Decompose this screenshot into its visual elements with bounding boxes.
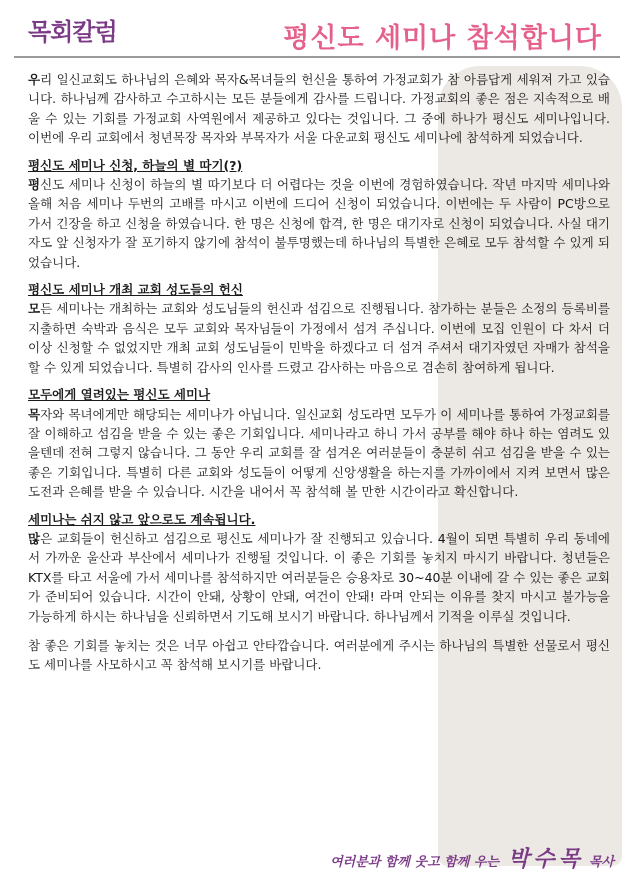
section-1 <box>28 156 610 272</box>
section-text: 은 교회들이 헌신하고 섬김으로 평신도 세미나가 잘 진행되고 있습니다. 4월이 되면 특별히 우리 동네에서 가까운 울산과 부산에서 세미나가 진행될 것입니다. 이 좋은 기회를 놓치지 마시기 바랍니다. 청년들은 KTX를 타고 서울에 가서 세미나를 참석하지만 여러분들은 승용차로 30~40분 이내에 갈 수 있는 좋은 교회가 준비되어 있습니다. 시간이 안돼, 상황이 안돼, 여건이 안돼! 라며 안되는 이유를 찾지 마시고 불가능을 가능하게 하시는 하나님을 신뢰하면서 기도해 보시기 바랍니다. 하나님께서 기적을 이루실 것입니다. <box>28 530 610 624</box>
closing-paragraph: 참 좋은 기회를 놓치는 것은 너무 아쉽고 안타깝습니다. 여러분에게 주시는 하나님의 특별한 선물로서 평신도 세미나를 사모하시고 꼭 참석해 보시기를 바랍니다. <box>28 637 610 673</box>
signature <box>330 842 614 873</box>
page-title: 평신도 세미나 참석합니다 <box>283 23 602 54</box>
signature-name: 박수목 <box>508 847 584 872</box>
section-paragraph <box>28 529 610 626</box>
header-divider <box>14 56 620 58</box>
section-paragraph <box>28 405 610 502</box>
section-heading: 세미나는 쉬지 않고 앞으로도 계속됩니다. <box>28 511 256 527</box>
section-first-char: 평 <box>28 177 41 193</box>
article-body <box>28 70 610 675</box>
intro-section <box>28 70 610 148</box>
section-text: 자와 목녀에게만 해당되는 세미나가 아닙니다. 일신교회 성도라면 모두가 이 세미나를 통하여 가정교회를 잘 이해하고 섬김을 받을 수 있는 좋은 기회입니다. 세미나라고 하니 가서 공부를 해야 하나 하는 염려도 있을텐데 전혀 그렇지 않습니다. 그 동안 우리 교회를 잘 섬겨온 여러분들이 충분히 쉬고 섬김을 받을 수 있는 좋은 기회입니다. 특별히 다른 교회와 성도들이 어떻게 신앙생활을 하는지를 가까이에서 지켜 보면서 많은 도전과 은혜를 받을 수 있습니다. 시간을 내어서 꼭 참석해 볼 만한 시간이라고 확신합니다. <box>28 406 610 500</box>
intro-paragraph <box>28 70 610 148</box>
section-first-char: 많 <box>28 530 41 546</box>
column-header <box>0 0 632 60</box>
intro-text: 리 일신교회도 하나님의 은혜와 목자&목녀들의 헌신을 통하여 가정교회가 참 아름답게 세워져 가고 있습니다. 하나님께 감사하고 수고하시는 모든 분들에게 감사를 드립니다. 가정교회의 좋은 점은 지속적으로 배울 수 있는 기회를 가정교회 사역원에서 제공하고 있다는 것입니다. 그 중에 하나가 평신도 세미나입니다. 이번에 우리 교회에서 청년목장 목자와 부목자가 서울 다운교회 평신도 세미나에 참석하게 되었습니다. <box>28 72 610 146</box>
section-heading: 평신도 세미나 신청, 하늘의 별 따기(?) <box>28 157 243 173</box>
section-text: 신도 세미나 신청이 하늘의 별 따기보다 더 어렵다는 것을 이번에 경험하였습니다. 작년 마지막 세미나와 올해 처음 세미나 두번의 고배를 마시고 이번에 드디어 신청이 되었습니다. 이번에는 두 사람이 PC방으로 가서 긴장을 하고 신청을 하였습니다. 한 명은 신청에 합격, 한 명은 대기자로 신청이 되었습니다. 사실 대기자도 앞 신청자가 잘 포기하지 않기에 참석이 불투명했는데 하나님의 특별한 은혜로 모두 참석할 수 있게 되었습니다. <box>28 177 610 270</box>
signature-prefix: 여러분과 함께 웃고 함께 우는 <box>330 855 499 870</box>
section-text: 든 세미나는 개최하는 교회와 성도님들의 헌신과 섬김으로 진행됩니다. 참가하는 분들은 소정의 등록비를 지출하면 숙박과 음식은 모두 교회와 목자님들이 가정에서 섬겨 주십니다. 이번에 모집 인원이 다 차서 더 이상 신청할 수 없었지만 개최 교회 성도님들이 민박을 하겠다고 더 섬겨 주셔서 대기자였던 자매가 참석을 할 수 있게 되었습니다. 특별히 감사의 인사를 드렸고 감사하는 마음으로 겸손히 참여하게 됩니다. <box>28 301 610 375</box>
section-paragraph <box>28 175 610 272</box>
signature-title: 목사 <box>588 855 614 870</box>
intro-first-char: 우 <box>28 72 41 87</box>
section-4 <box>28 510 610 626</box>
section-heading: 평신도 세미나 개최 교회 성도들의 헌신 <box>28 282 243 298</box>
section-3 <box>28 385 610 501</box>
section-first-char: 모 <box>28 301 41 317</box>
section-first-char: 목 <box>28 406 41 422</box>
column-label: 목회칼럼 <box>28 18 117 46</box>
section-heading: 모두에게 열려있는 평신도 세미나 <box>28 387 211 403</box>
section-paragraph <box>28 299 610 377</box>
section-2 <box>28 280 610 377</box>
